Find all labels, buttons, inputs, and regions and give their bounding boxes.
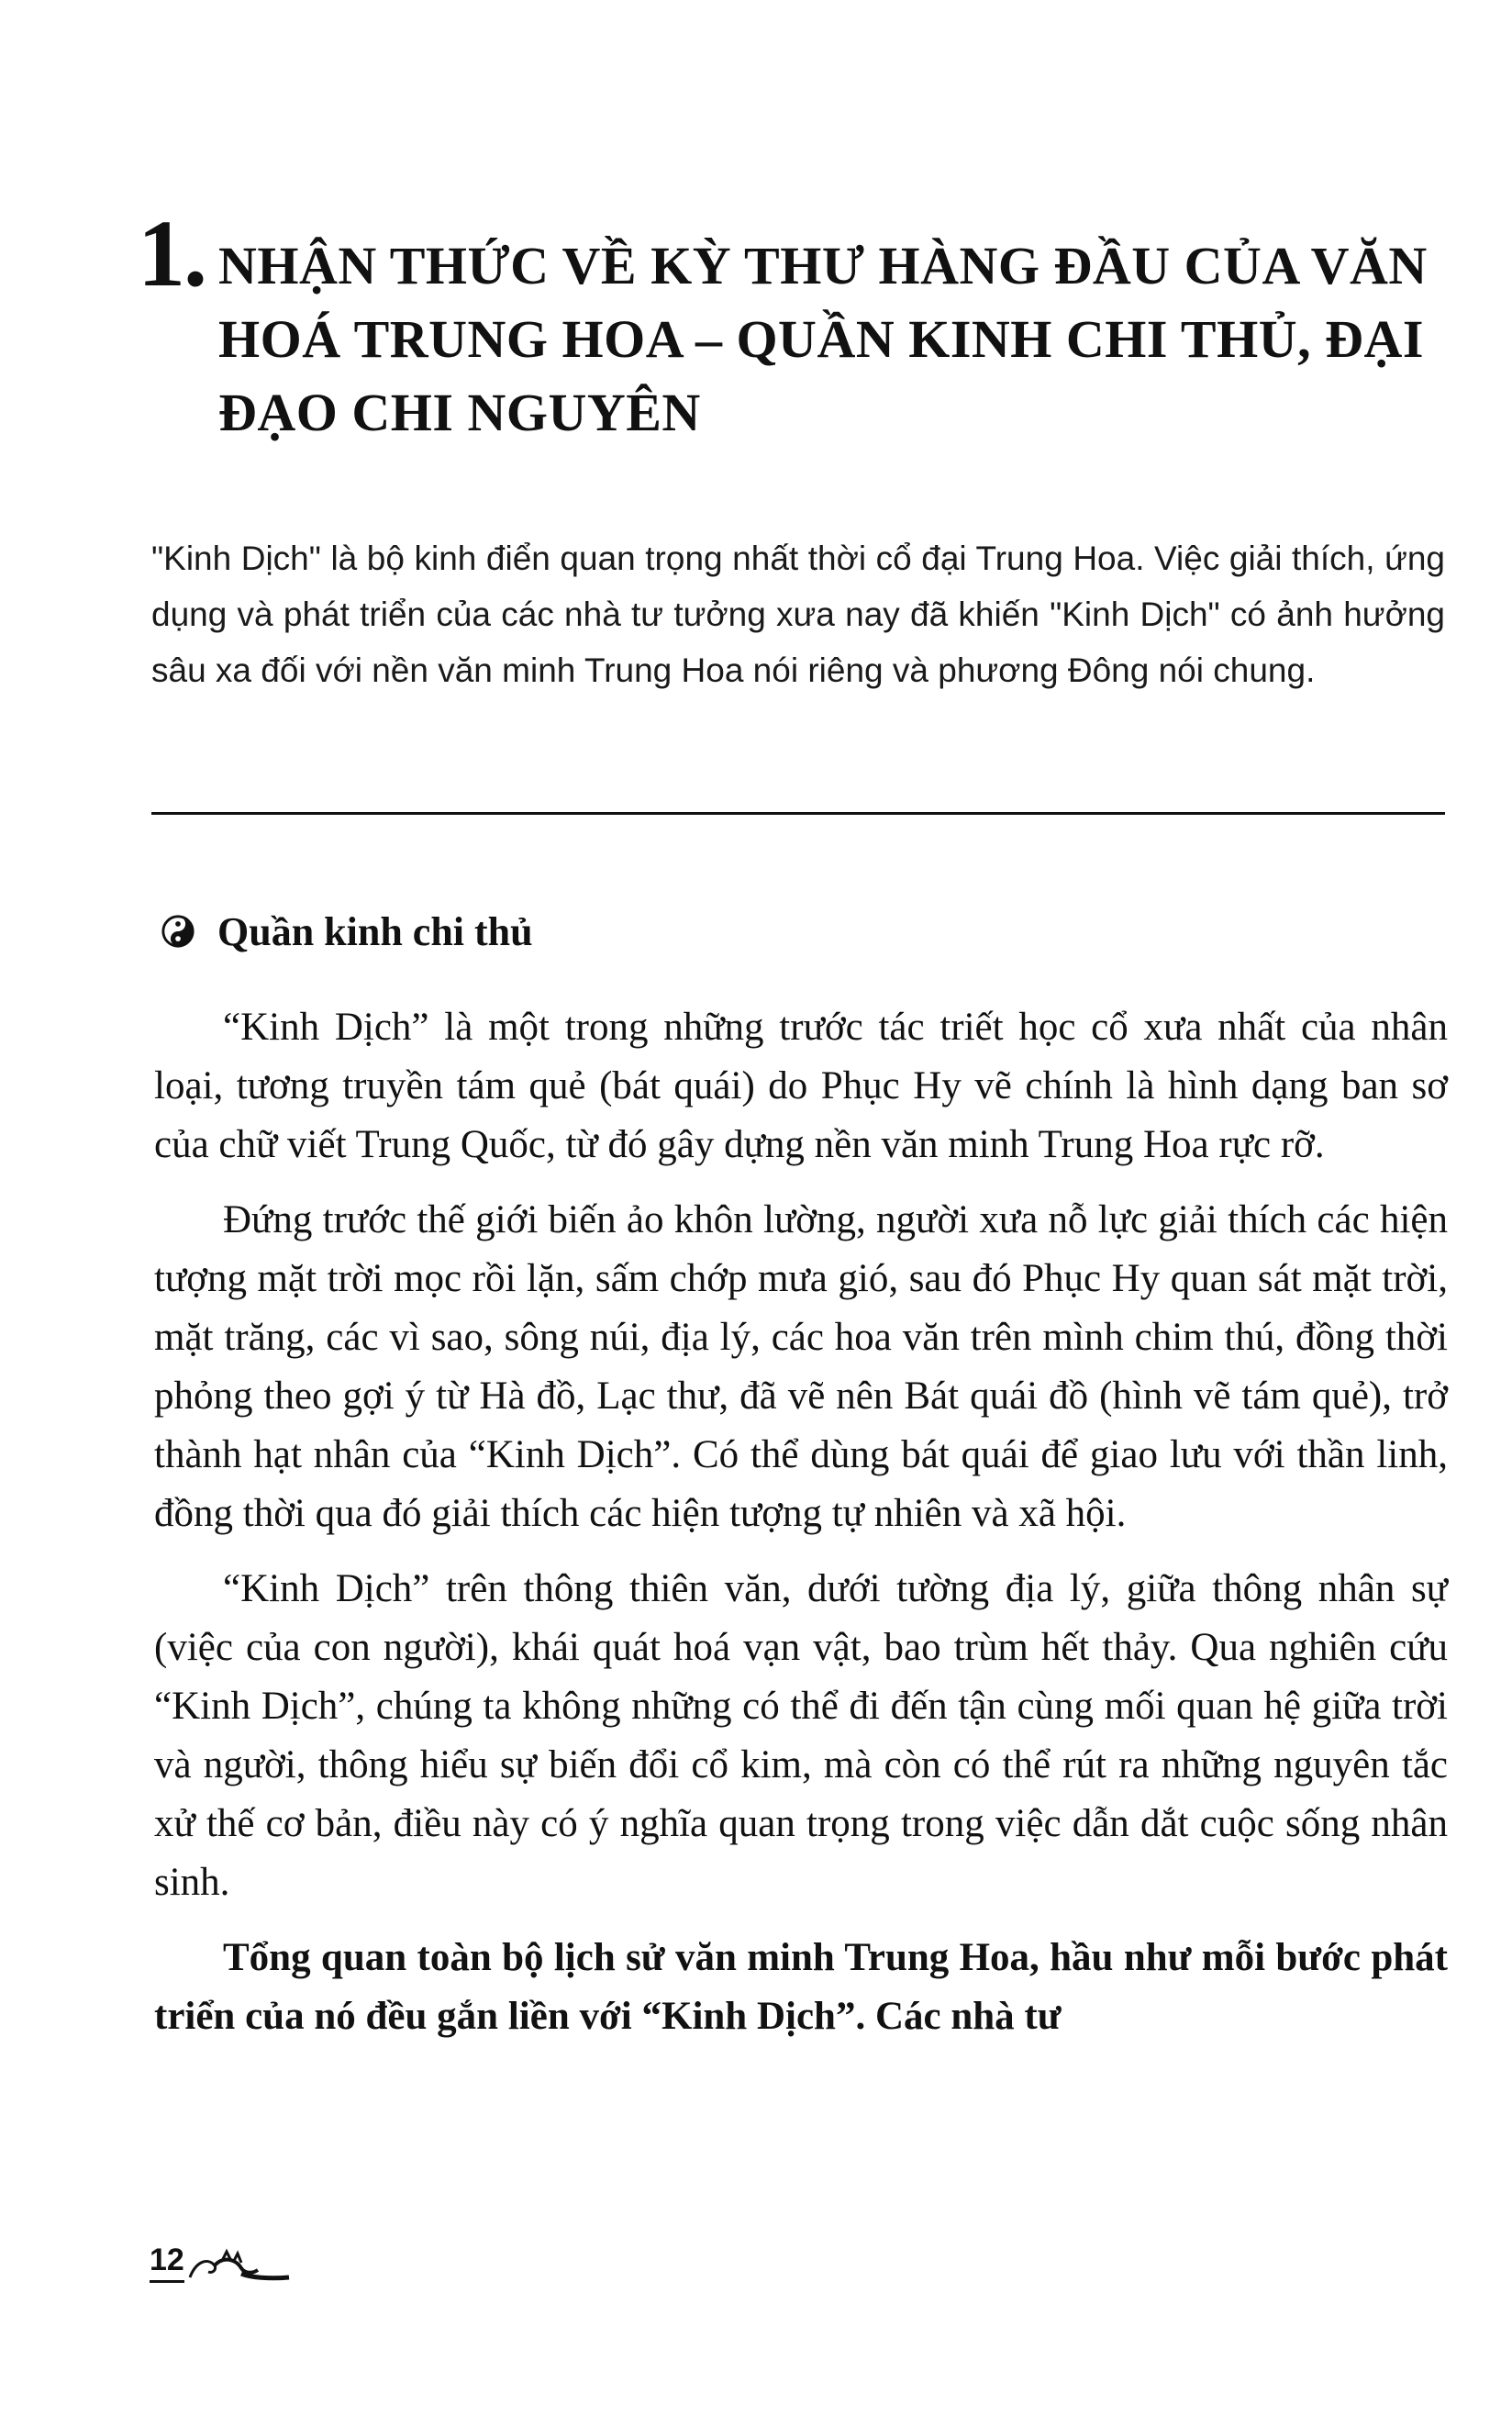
- page-footer: [150, 2239, 296, 2283]
- paragraph: “Kinh Dịch” là một trong những trước tác triết học cổ xưa nhất của nhân loại, tương truyền tám quẻ (bát quái) do Phục Hy vẽ chính là hình dạng ban sơ của chữ viết Trung Quốc, từ đó gây dựng nền văn minh Trung Hoa rực rỡ.: [154, 1006, 1448, 1166]
- chapter-title: NHẬN THỨC VỀ KỲ THƯ HÀNG ĐẦU CỦA VĂN HOÁ TRUNG HOA – QUẦN KINH CHI THỦ, ĐẠI ĐẠO CHI NGUYÊN: [218, 236, 1428, 442]
- section-heading: [161, 904, 533, 959]
- section-title: Quần kinh chi thủ: [217, 908, 533, 954]
- paragraph: Tổng quan toàn bộ lịch sử văn minh Trung Hoa, hầu như mỗi bước phát triển của nó đều gắn liền với “Kinh Dịch”. Các nhà tư: [154, 1936, 1448, 2038]
- dragon-ornament-icon: [186, 2246, 296, 2283]
- chapter-number: 1.: [138, 201, 206, 306]
- divider: [151, 812, 1445, 815]
- section-body: [154, 998, 1448, 2063]
- yin-yang-icon: [161, 914, 195, 949]
- chapter-abstract: "Kinh Dịch" là bộ kinh điển quan trọng nhất thời cổ đại Trung Hoa. Việc giải thích, ứng dụng và phát triển của các nhà tư tưởng xưa nay đã khiến "Kinh Dịch" có ảnh hưởng sâu xa đối với nền văn minh Trung Hoa nói riêng và phương Đông nói chung.: [151, 540, 1445, 689]
- paragraph: Đứng trước thế giới biến ảo khôn lường, người xưa nỗ lực giải thích các hiện tượng mặt trời mọc rồi lặn, sấm chớp mưa gió, sau đó Phục Hy quan sát mặt trời, mặt trăng, các vì sao, sông núi, địa lý, các hoa văn trên mình chim thú, đồng thời phỏng theo gợi ý từ Hà đồ, Lạc thư, đã vẽ nên Bát quái đồ (hình vẽ tám quẻ), trở thành hạt nhân của “Kinh Dịch”. Có thể dùng bát quái để giao lưu với thần linh, đồng thời qua đó giải thích các hiện tượng tự nhiên và xã hội.: [154, 1198, 1448, 1535]
- page-number: 12: [150, 2242, 184, 2283]
- paragraph: “Kinh Dịch” trên thông thiên văn, dưới tường địa lý, giữa thông nhân sự (việc của con người), khái quát hoá vạn vật, bao trùm hết thảy. Qua nghiên cứu “Kinh Dịch”, chúng ta không những có thể đi đến tận cùng mối quan hệ giữa trời và người, thông hiểu sự biến đổi cổ kim, mà còn có thể rút ra những nguyên tắc xử thế cơ bản, điều này có ý nghĩa quan trọng trong việc dẫn dắt cuộc sống nhân sinh.: [154, 1567, 1448, 1904]
